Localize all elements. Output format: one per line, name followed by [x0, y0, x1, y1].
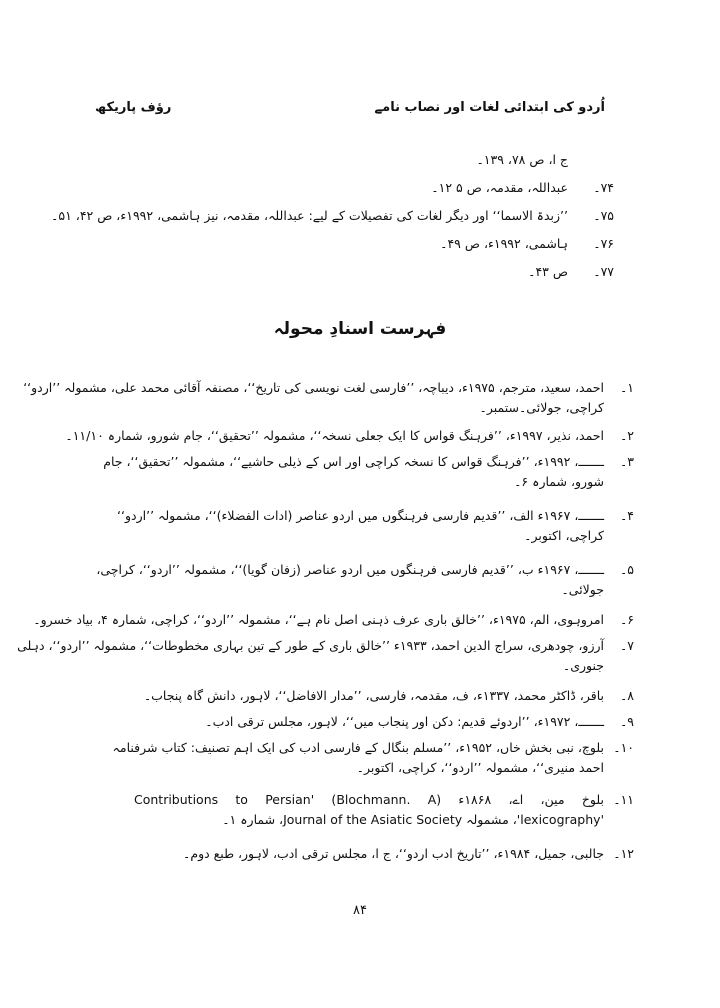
- footnote-text: ج ا، ص ۷۸، ۱۳۹۔: [476, 152, 568, 167]
- footnote-text: ہاشمی، ۱۹۹۲ء، ص ۴۹۔: [440, 236, 568, 251]
- footnote-item: [51, 208, 614, 236]
- reference-number: ۱۲۔: [613, 846, 634, 861]
- reference-item: [112, 738, 634, 790]
- reference-number: ۵۔: [619, 562, 634, 577]
- section-title: فہرست اسنادِ محولہ: [273, 319, 447, 339]
- reference-line: ـــــــ، ۱۹۶۷ء ب، ’’قدیم فارسی فرہنگوں میں اردو عناصر (زفان گویا)‘‘، مشمولہ ’’اردو‘‘، کراچی،: [96, 562, 604, 577]
- reference-item: [103, 452, 634, 506]
- reference-line: احمد، نذیر، ۱۹۹۷ء، ’’فرہنگ قواس کا ایک جعلی نسخہ‘‘، مشمولہ ’’تحقیق‘‘، جام شورو، شمارہ ۱۱/۱۰۔: [65, 428, 604, 443]
- reference-line: بلوچ، نبی بخش خاں، ۱۹۵۲ء، ’’مسلم بنگال کے فارسی ادب کی ایک اہم تصنیف: کتاب شرفنامہ: [112, 740, 604, 755]
- reference-item: [134, 844, 634, 870]
- reference-line: کراچی، اکتوبر۔: [524, 528, 604, 543]
- reference-line: جنوری۔: [562, 658, 604, 673]
- page-number: ۸۴: [353, 903, 367, 918]
- reference-line: 'lexicography'، مشمولہ Journal of the Asiatic Society، شمارہ ۱۔: [222, 812, 604, 827]
- reference-line: ـــــــ، ۱۹۹۲ء، ’’فرہنگ قواس کا نسخہ کراچی اور اس کے ذیلی حاشیے‘‘، مشمولہ ’’تحقیق‘‘، جام: [103, 454, 604, 469]
- reference-number: ۷۔: [619, 638, 634, 653]
- reference-line: آرزو، چودھری، سراج الدین احمد، ۱۹۳۳ء ’’خالق باری کے طور کے تین بہاری مخطوطات‘‘، مشمولہ ’’اردو‘‘، دہلی: [17, 638, 604, 653]
- reference-number: ۶۔: [619, 612, 634, 627]
- footnote-number: ۷۵۔: [593, 208, 614, 223]
- reference-line: ـــــــ، ۱۹۶۷ء الف، ’’قدیم فارسی فرہنگوں میں اردو عناصر (ادات الفضلاء)‘‘، مشمولہ ’’اردو‘‘: [117, 508, 604, 523]
- reference-item: [17, 636, 634, 686]
- reference-number: ۱۰۔: [613, 740, 634, 755]
- reference-number: ۱۱۔: [613, 792, 634, 807]
- reference-line: کراچی، جولائی۔ستمبر۔: [479, 400, 604, 415]
- reference-item: [33, 610, 634, 636]
- reference-line: باقر، ڈاکٹر محمد، ۱۳۳۷ء، ف، مقدمہ، فارسی، ’’مدار الافاضل‘‘، لاہور، دانش گاہ پنجاب۔: [143, 688, 604, 703]
- reference-line: جالبی، جمیل، ۱۹۸۴ء، ’’تاریخ ادب اردو‘‘، ج ا، مجلس ترقی ادب، لاہور، طبع دوم۔: [183, 846, 604, 861]
- reference-line: ـــــــ، ۱۹۷۲ء، ’’اردوئے قدیم: دکن اور پنجاب میں‘‘، لاہور، مجلس ترقی ادب۔: [205, 714, 604, 729]
- reference-number: ۸۔: [619, 688, 634, 703]
- reference-line: امروہوی، الم، ۱۹۷۵ء، ’’خالق باری عرف ذہنی اصل نام ہے‘‘، مشمولہ ’’اردو‘‘، کراچی، شمارہ ۴، بیاد خسرو۔: [33, 612, 604, 627]
- reference-item: [134, 790, 634, 844]
- header-book-title: اُردو کی ابتدائی لغات اور نصاب نامے: [374, 100, 605, 115]
- footnote-number: ۷۴۔: [593, 180, 614, 195]
- footnote-item: [140, 152, 580, 180]
- running-header: [95, 100, 605, 122]
- reference-number: ۴۔: [619, 508, 634, 523]
- footnote-item: [140, 236, 614, 264]
- reference-number: ۳۔: [619, 454, 634, 469]
- reference-number: ۲۔: [619, 428, 634, 443]
- reference-item: [134, 686, 634, 712]
- footnote-item: [140, 180, 614, 208]
- reference-item: [117, 506, 634, 560]
- reference-number: ۱۔: [619, 380, 634, 395]
- footnote-item: [140, 264, 614, 292]
- footnote-number: ۷۶۔: [593, 236, 614, 251]
- reference-line: شورو، شمارہ ۶۔: [514, 474, 604, 489]
- reference-line: احمد منیری‘‘، مشمولہ ’’اردو‘‘، کراچی، اکتوبر۔: [356, 760, 604, 775]
- header-author: رؤف پاریکھ: [95, 100, 172, 115]
- reference-item: [96, 560, 634, 610]
- reference-item: [23, 378, 634, 426]
- reference-item: [134, 712, 634, 738]
- references-list: [17, 378, 634, 870]
- reference-line: احمد، سعید، مترجم، ۱۹۷۵ء، دیباچہ، ’’فارسی لغت نویسی کی تاریخ‘‘، مصنفہ آقائی محمد علی، مشمولہ ’’اردو‘‘: [23, 380, 604, 395]
- footnote-text: عبداللہ، مقدمہ، ص ۵ ۱۲۔: [431, 180, 568, 195]
- footnote-text: ’’زبدۃ الاسما‘‘ اور دیگر لغات کی تفصیلات کے لیے: عبداللہ، مقدمہ، نیز ہاشمی، ۱۹۹۲ء، ص ۴۲، ۵۱۔: [51, 208, 568, 223]
- reference-item: [65, 426, 634, 452]
- footnote-text: ص ۴۳۔: [528, 264, 568, 279]
- reference-line: بلوخ مین، اے، ۱۸۶۸ء (Blochmann. A) 'Contributions to Persian: [134, 792, 604, 807]
- reference-number: ۹۔: [619, 714, 634, 729]
- footnotes-list: [51, 152, 614, 292]
- footnote-number: ۷۷۔: [593, 264, 614, 279]
- reference-line: جولائی۔: [561, 582, 604, 597]
